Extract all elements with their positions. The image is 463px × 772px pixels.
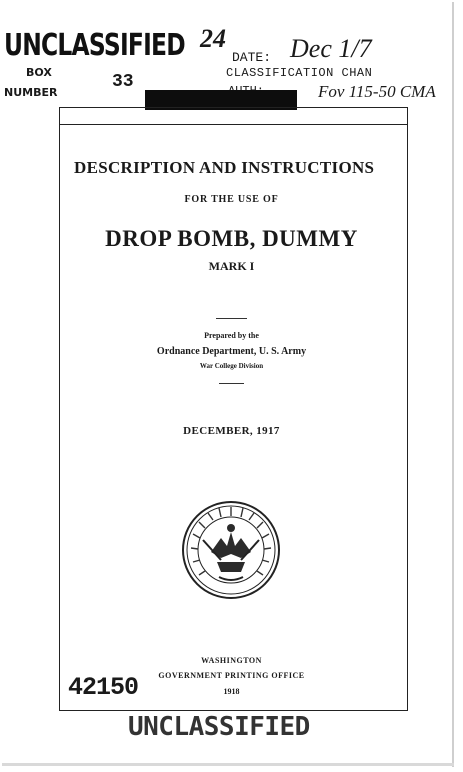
box-label: BOX (26, 66, 52, 79)
date-handwritten: Dec 1/7 (290, 34, 372, 63)
classification-change-label: CLASSIFICATION CHAN (226, 66, 373, 80)
frame-top-rule (59, 124, 408, 125)
publication-place: WASHINGTON (201, 656, 262, 665)
handwritten-annotation: 24 (200, 24, 226, 53)
box-number: 33 (112, 72, 134, 92)
unclassified-stamp-bottom: UNCLASSIFIED (128, 712, 310, 742)
divider-rule (216, 318, 247, 319)
divider-rule-2 (219, 383, 244, 384)
page-edge-right (452, 2, 454, 767)
department-name: Ordnance Department, U. S. Army (156, 346, 307, 357)
document-number: 42150 (68, 673, 139, 702)
unclassified-stamp-top: UNCLASSIFIED (4, 28, 185, 63)
number-label: NUMBER (4, 86, 58, 99)
document-title: DROP BOMB, DUMMY (105, 226, 358, 251)
auth-handwritten: Fov 115-50 CMA (318, 82, 436, 101)
division-name: War College Division (199, 362, 264, 370)
publisher-name: GOVERNMENT PRINTING OFFICE (158, 671, 305, 680)
heading-for-use: FOR THE USE OF (184, 194, 279, 205)
publication-year: 1918 (223, 687, 240, 696)
war-department-seal-icon (181, 500, 281, 600)
publication-date: DECEMBER, 1917 (183, 425, 280, 437)
document-subtitle: MARK I (208, 259, 255, 273)
page-edge-bottom (2, 763, 454, 766)
date-label: DATE: (232, 50, 272, 65)
prepared-by: Prepared by the (204, 331, 259, 340)
heading-description: DESCRIPTION AND INSTRUCTIONS (74, 158, 375, 177)
